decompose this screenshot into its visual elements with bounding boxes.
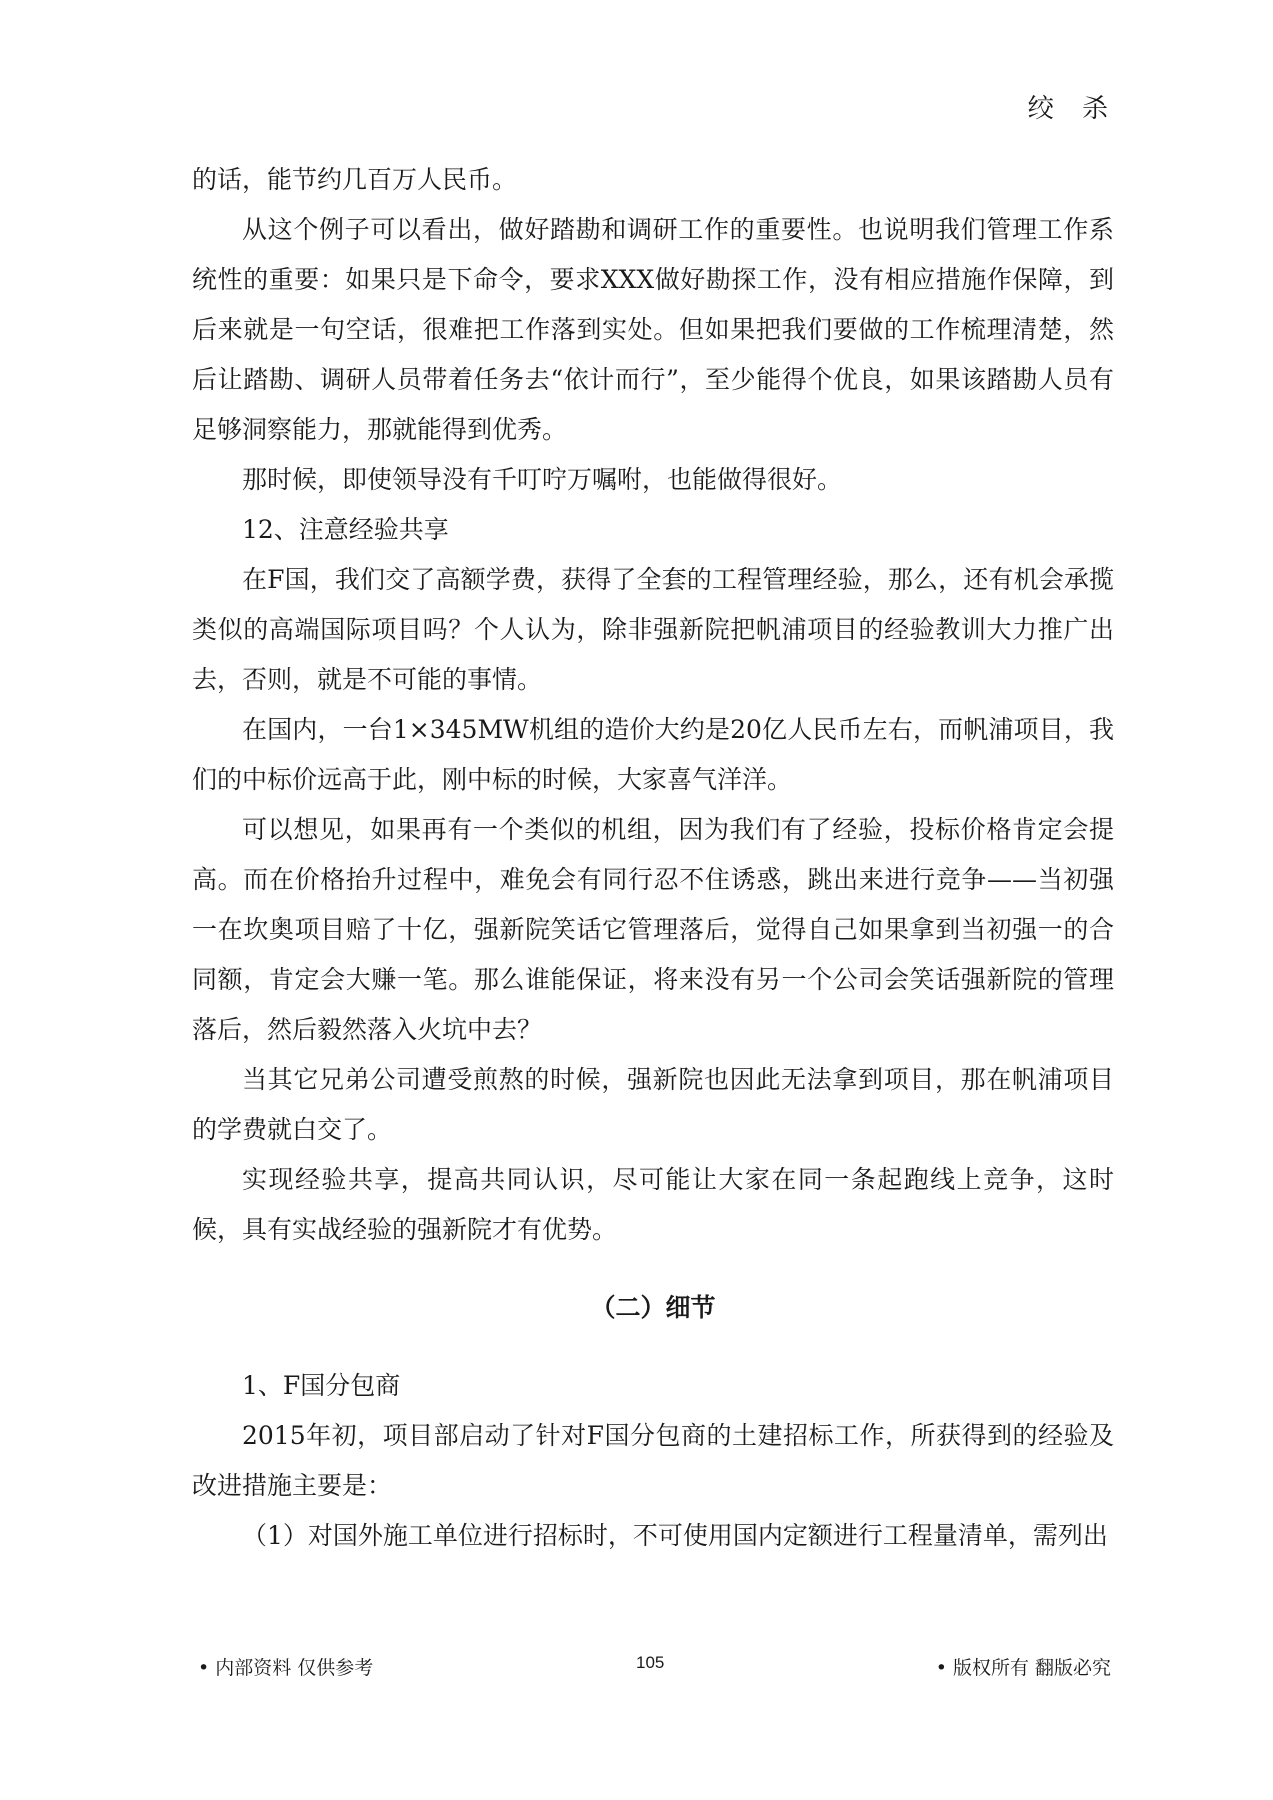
- footer-copyright-notice: • 版权所有 翻版必究: [935, 1657, 1111, 1679]
- paragraph-continuation: 的话，能节约几百万人民币。: [192, 165, 518, 194]
- page-number: 105: [636, 1653, 665, 1672]
- paragraph: 在F国，我们交了高额学费，获得了全套的工程管理经验，那么，还有机会承揽类似的高端国际项目吗？个人认为，除非强新院把帆浦项目的经验教训大力推广出去，否则，就是不可能的事情。: [192, 565, 1114, 694]
- subsection-title: 12、注意经验共享: [242, 515, 449, 544]
- paragraph: 那时候，即使领导没有千叮咛万嘱咐，也能做得很好。: [242, 465, 843, 494]
- section-heading: （二）细节: [590, 1293, 716, 1322]
- subsection-title: 1、F国分包商: [242, 1371, 401, 1400]
- paragraph: 2015年初，项目部启动了针对F国分包商的土建招标工作，所获得到的经验及改进措施主要是：: [192, 1421, 1114, 1500]
- footer-internal-notice: • 内部资料 仅供参考: [198, 1657, 374, 1679]
- running-header-title: 绞 杀: [1027, 94, 1118, 124]
- document-body: [192, 155, 1114, 1561]
- paragraph: 当其它兄弟公司遭受煎熬的时候，强新院也因此无法拿到项目，那在帆浦项目的学费就白交了。: [192, 1065, 1114, 1144]
- paragraph: 可以想见，如果再有一个类似的机组，因为我们有了经验，投标价格肯定会提高。而在价格抬升过程中，难免会有同行忍不住诱惑，跳出来进行竞争——当初强一在坎奥项目赔了十亿，强新院笑话它管理落后，觉得自己如果拿到当初强一的合同额，肯定会大赚一笔。那么谁能保证，将来没有另一个公司会笑话强新院的管理落后，然后毅然落入火坑中去？: [192, 815, 1114, 1044]
- paragraph: 从这个例子可以看出，做好踏勘和调研工作的重要性。也说明我们管理工作系统性的重要：如果只是下命令，要求XXX做好勘探工作，没有相应措施作保障，到后来就是一句空话，很难把工作落到实处。但如果把我们要做的工作梳理清楚，然后让踏勘、调研人员带着任务去“依计而行”，至少能得个优良，如果该踏勘人员有足够洞察能力，那就能得到优秀。: [192, 215, 1114, 444]
- paragraph: 在国内，一台1×345MW机组的造价大约是20亿人民币左右，而帆浦项目，我们的中标价远高于此，刚中标的时候，大家喜气洋洋。: [192, 715, 1114, 794]
- list-item: （1）对国外施工单位进行招标时，不可使用国内定额进行工程量清单，需列出: [242, 1521, 1108, 1550]
- paragraph: 实现经验共享，提高共同认识，尽可能让大家在同一条起跑线上竞争，这时候，具有实战经验的强新院才有优势。: [192, 1165, 1114, 1244]
